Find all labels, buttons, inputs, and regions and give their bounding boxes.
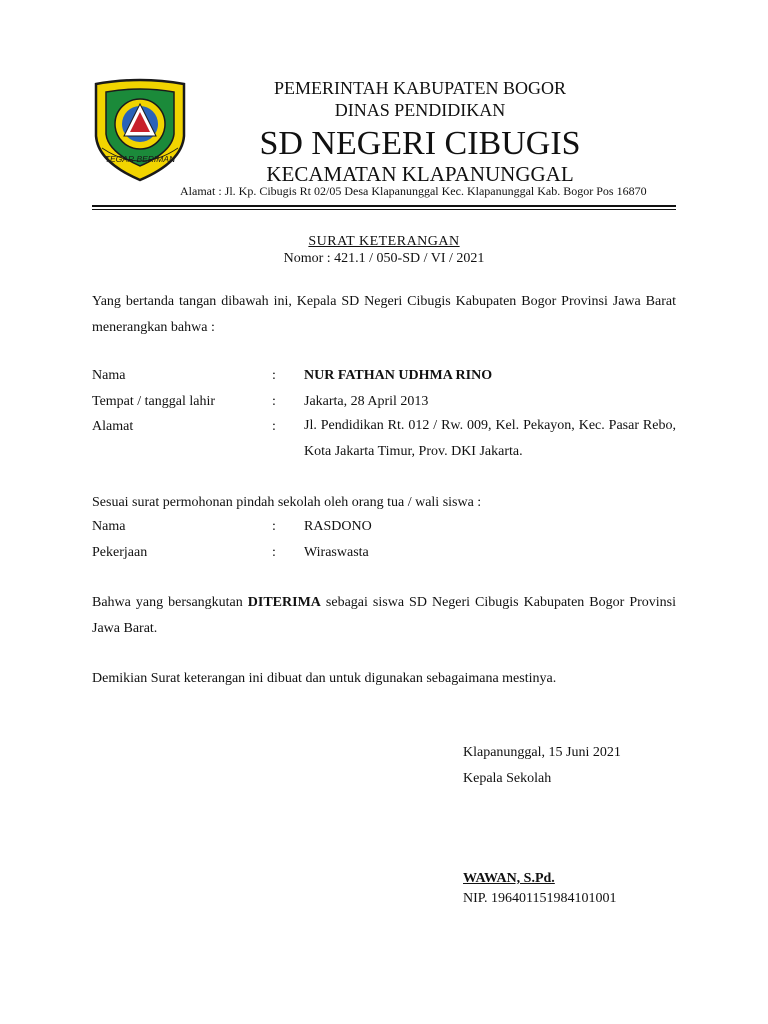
- letterhead-school-name: SD NEGERI CIBUGIS: [259, 125, 581, 162]
- letterhead-divider-thin: [92, 209, 676, 210]
- student-birth-value: Jakarta, 28 April 2013: [304, 394, 429, 409]
- separator: :: [272, 394, 276, 409]
- statement-text: Bahwa yang bersangkutan: [92, 595, 248, 610]
- svg-text:TEGAR BERIMAN: TEGAR BERIMAN: [104, 154, 176, 164]
- student-name-label: Nama: [92, 368, 126, 383]
- signature-place-date: Klapanunggal, 15 Juni 2021: [463, 745, 621, 760]
- letterhead-address: Alamat : Jl. Kp. Cibugis Rt 02/05 Desa Klapanunggal Kec. Klapanunggal Kab. Bogor Pos 16870: [180, 184, 647, 198]
- separator: :: [272, 545, 276, 560]
- student-address-value: Jl. Pendidikan Rt. 012 / Rw. 009, Kel. Pekayon, Kec. Pasar Rebo, Kota Jakarta Timur, Prov. DKI Jakarta.: [304, 418, 676, 459]
- parent-name-value: RASDONO: [304, 519, 372, 534]
- student-birth-label: Tempat / tanggal lahir: [92, 394, 216, 409]
- letterhead-government: PEMERINTAH KABUPATEN BOGOR: [274, 78, 566, 98]
- statement-accepted: DITERIMA: [247, 595, 321, 610]
- intro-paragraph: Yang bertanda tangan dibawah ini, Kepala SD Negeri Cibugis Kabupaten Bogor Provinsi Jawa Barat menerangkan bahwa :: [92, 294, 676, 335]
- parent-job-value: Wiraswasta: [304, 545, 369, 560]
- separator: :: [272, 419, 276, 434]
- closing-paragraph: Demikian Surat keterangan ini dibuat dan untuk digunakan sebagaimana mestinya.: [92, 671, 557, 686]
- parent-job-label: Pekerjaan: [92, 545, 148, 560]
- separator: :: [272, 519, 276, 534]
- separator: :: [272, 368, 276, 383]
- signature-nip: NIP. 196401151984101001: [463, 891, 617, 906]
- letterhead-district: KECAMATAN KLAPANUNGGAL: [266, 162, 574, 186]
- letterhead-divider-thick: [92, 205, 676, 207]
- parent-name-label: Nama: [92, 519, 126, 534]
- student-name-value: NUR FATHAN UDHMA RINO: [304, 368, 493, 383]
- statement-paragraph: [92, 590, 676, 642]
- parent-intro: Sesuai surat permohonan pindah sekolah oleh orang tua / wali siswa :: [92, 495, 482, 510]
- letter-number: Nomor : 421.1 / 050-SD / VI / 2021: [283, 251, 485, 266]
- letter-title: SURAT KETERANGAN: [308, 234, 460, 249]
- student-address-label: Alamat: [92, 419, 134, 434]
- statement-text: sebagai siswa SD Negeri Cibugis Kabupaten Bogor Provinsi Jawa Barat.: [92, 595, 676, 636]
- signature-name: WAWAN, S.Pd.: [463, 871, 555, 886]
- letterhead-department: DINAS PENDIDIKAN: [334, 100, 506, 120]
- signature-position: Kepala Sekolah: [463, 771, 552, 786]
